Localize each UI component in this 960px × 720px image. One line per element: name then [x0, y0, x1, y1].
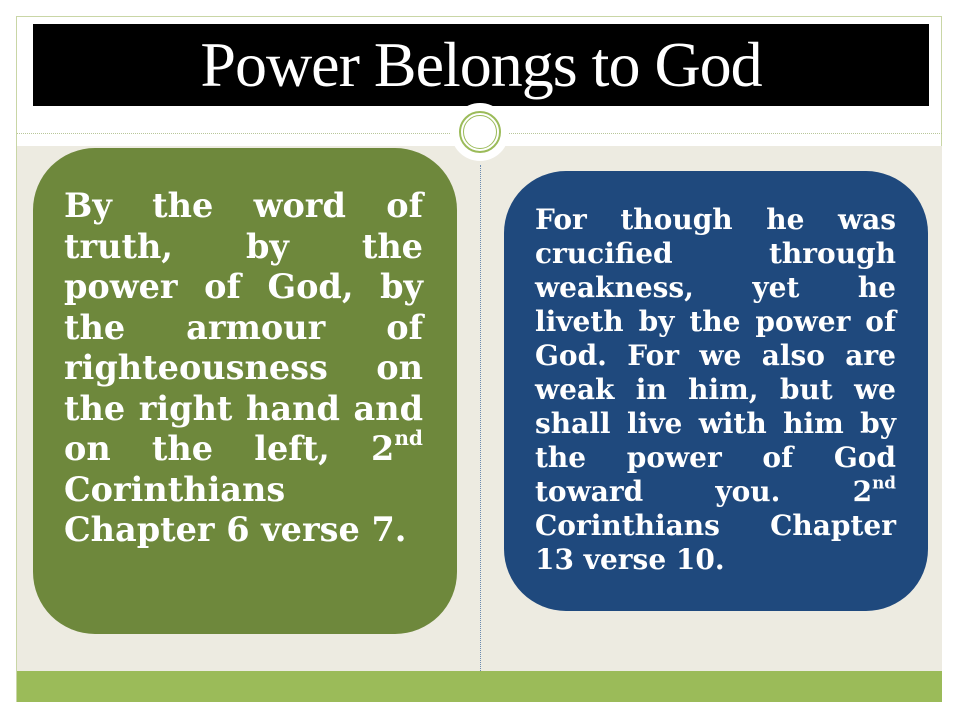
slide-title: Power Belongs to God	[200, 29, 762, 100]
right-verse-main: For though he was crucified through weakness, yet he liveth by the power of God. For we also are weak in him, but we shall live with him by the power of God toward you. 2	[535, 203, 896, 508]
title-bar	[33, 24, 929, 106]
left-verse-ordinal: nd	[394, 425, 423, 450]
ornament-inner-circle	[463, 115, 497, 149]
left-verse-reference: Corinthians Chapter 6 verse 7.	[64, 469, 407, 549]
column-divider	[480, 165, 481, 671]
left-verse-card	[33, 148, 457, 634]
right-verse-card	[504, 171, 928, 611]
left-verse-main: By the word of truth, by the power of God, by the armour of righteousness on the right hand and on the left, 2	[64, 186, 423, 468]
right-verse-text	[535, 203, 896, 577]
right-verse-ordinal: nd	[872, 472, 896, 493]
left-verse-text	[64, 186, 423, 551]
ornament-ring	[459, 111, 501, 153]
footer-bar	[17, 671, 942, 702]
right-verse-reference: Corinthians Chapter 13 verse 10.	[535, 509, 896, 576]
circle-ornament-icon	[451, 103, 509, 161]
